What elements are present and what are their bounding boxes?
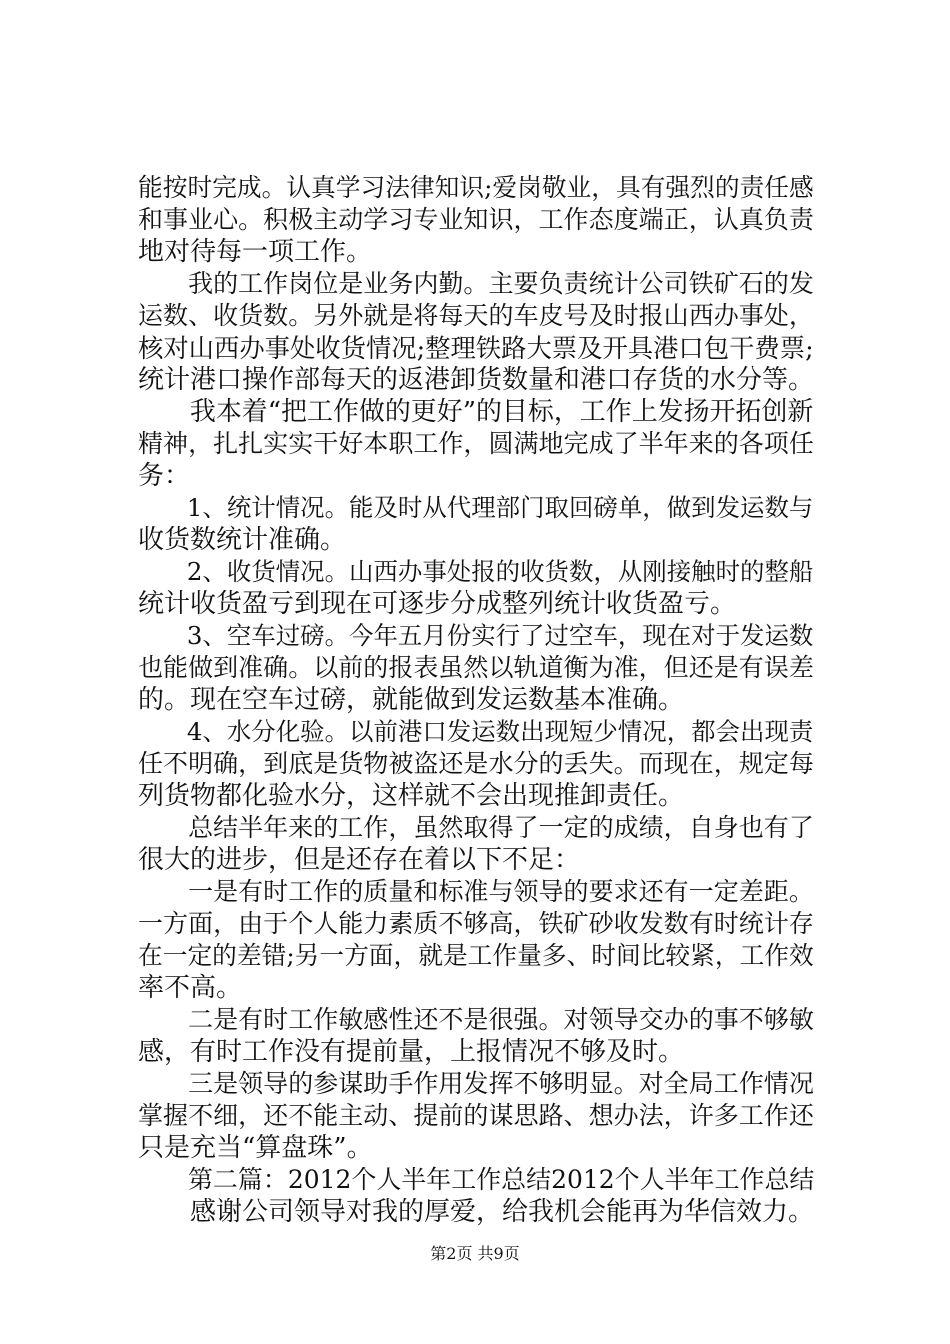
text-line: 1、统计情况。能及时从代理部门取回磅单，做到发运数与 (138, 493, 814, 522)
text-line: 3、空车过磅。今年五月份实行了过空车，现在对于发运数 (138, 621, 814, 650)
text-line: 在一定的差错;另一方面，就是工作量多、时间比较紧，工作效 (138, 941, 814, 970)
page-footer: 第2页 共9页 (430, 1244, 520, 1263)
text-line: 地对待每一项工作。 (138, 237, 373, 267)
text-line: 运数、收货数。另外就是将每天的车皮号及时报山西办事处， (138, 301, 814, 330)
text-line: 我本着“把工作做的更好”的目标，工作上发扬开拓创新 (138, 397, 814, 427)
text-line: 只是充当“算盘珠”。 (138, 1133, 373, 1163)
text-line: 也能做到准确。以前的报表虽然以轨道衡为准，但还是有误差 (138, 653, 814, 682)
text-line: 一方面，由于个人能力素质不够高，铁矿砂收发数有时统计存 (138, 909, 814, 938)
text-line: 的。现在空车过磅，就能做到发运数基本准确。 (138, 685, 685, 715)
text-line: 4、水分化验。以前港口发运数出现短少情况，都会出现责 (138, 717, 814, 746)
text-line: 精神，扎扎实实干好本职工作，圆满地完成了半年来的各项任 (138, 429, 814, 458)
text-line: 收货数统计准确。 (138, 525, 347, 555)
text-line: 三是领导的参谋助手作用发挥不够明显。对全局工作情况 (138, 1069, 814, 1098)
text-line: 能按时完成。认真学习法律知识;爱岗敬业，具有强烈的责任感 (138, 173, 814, 202)
text-line: 任不明确，到底是货物被盗还是水分的丢失。而现在，规定每 (138, 749, 814, 778)
text-line: 掌握不细，还不能主动、提前的谋思路、想办法，许多工作还 (138, 1101, 814, 1130)
text-line: 总结半年来的工作，虽然取得了一定的成绩，自身也有了 (138, 813, 814, 842)
document-body (138, 172, 814, 1228)
text-line: 一是有时工作的质量和标准与领导的要求还有一定差距。 (138, 877, 814, 906)
text-line: 2、收货情况。山西办事处报的收货数，从刚接触时的整船 (138, 557, 814, 586)
text-line: 率不高。 (138, 973, 243, 1003)
text-line: 列货物都化验水分，这样就不会出现推卸责任。 (138, 781, 685, 811)
text-line: 核对山西办事处收货情况;整理铁路大票及开具港口包干费票; (138, 333, 814, 363)
text-line: 我的工作岗位是业务内勤。主要负责统计公司铁矿石的发 (138, 269, 814, 298)
text-line: 第二篇：2012个人半年工作总结2012个人半年工作总结 (138, 1165, 815, 1194)
text-line: 务： (138, 461, 191, 491)
text-line: 感，有时工作没有提前量，上报情况不够及时。 (138, 1037, 685, 1067)
text-line: 统计港口操作部每天的返港卸货数量和港口存货的水分等。 (138, 365, 815, 395)
text-line: 统计收货盈亏到现在可逐步分成整列统计收货盈亏。 (138, 589, 737, 619)
text-line: 感谢公司领导对我的厚爱，给我机会能再为华信效力。 (138, 1197, 815, 1227)
text-line: 和事业心。积极主动学习专业知识，工作态度端正，认真负责 (138, 205, 814, 234)
text-line: 很大的进步，但是还存在着以下不足： (138, 845, 581, 875)
text-line: 二是有时工作敏感性还不是很强。对领导交办的事不够敏 (138, 1005, 814, 1034)
